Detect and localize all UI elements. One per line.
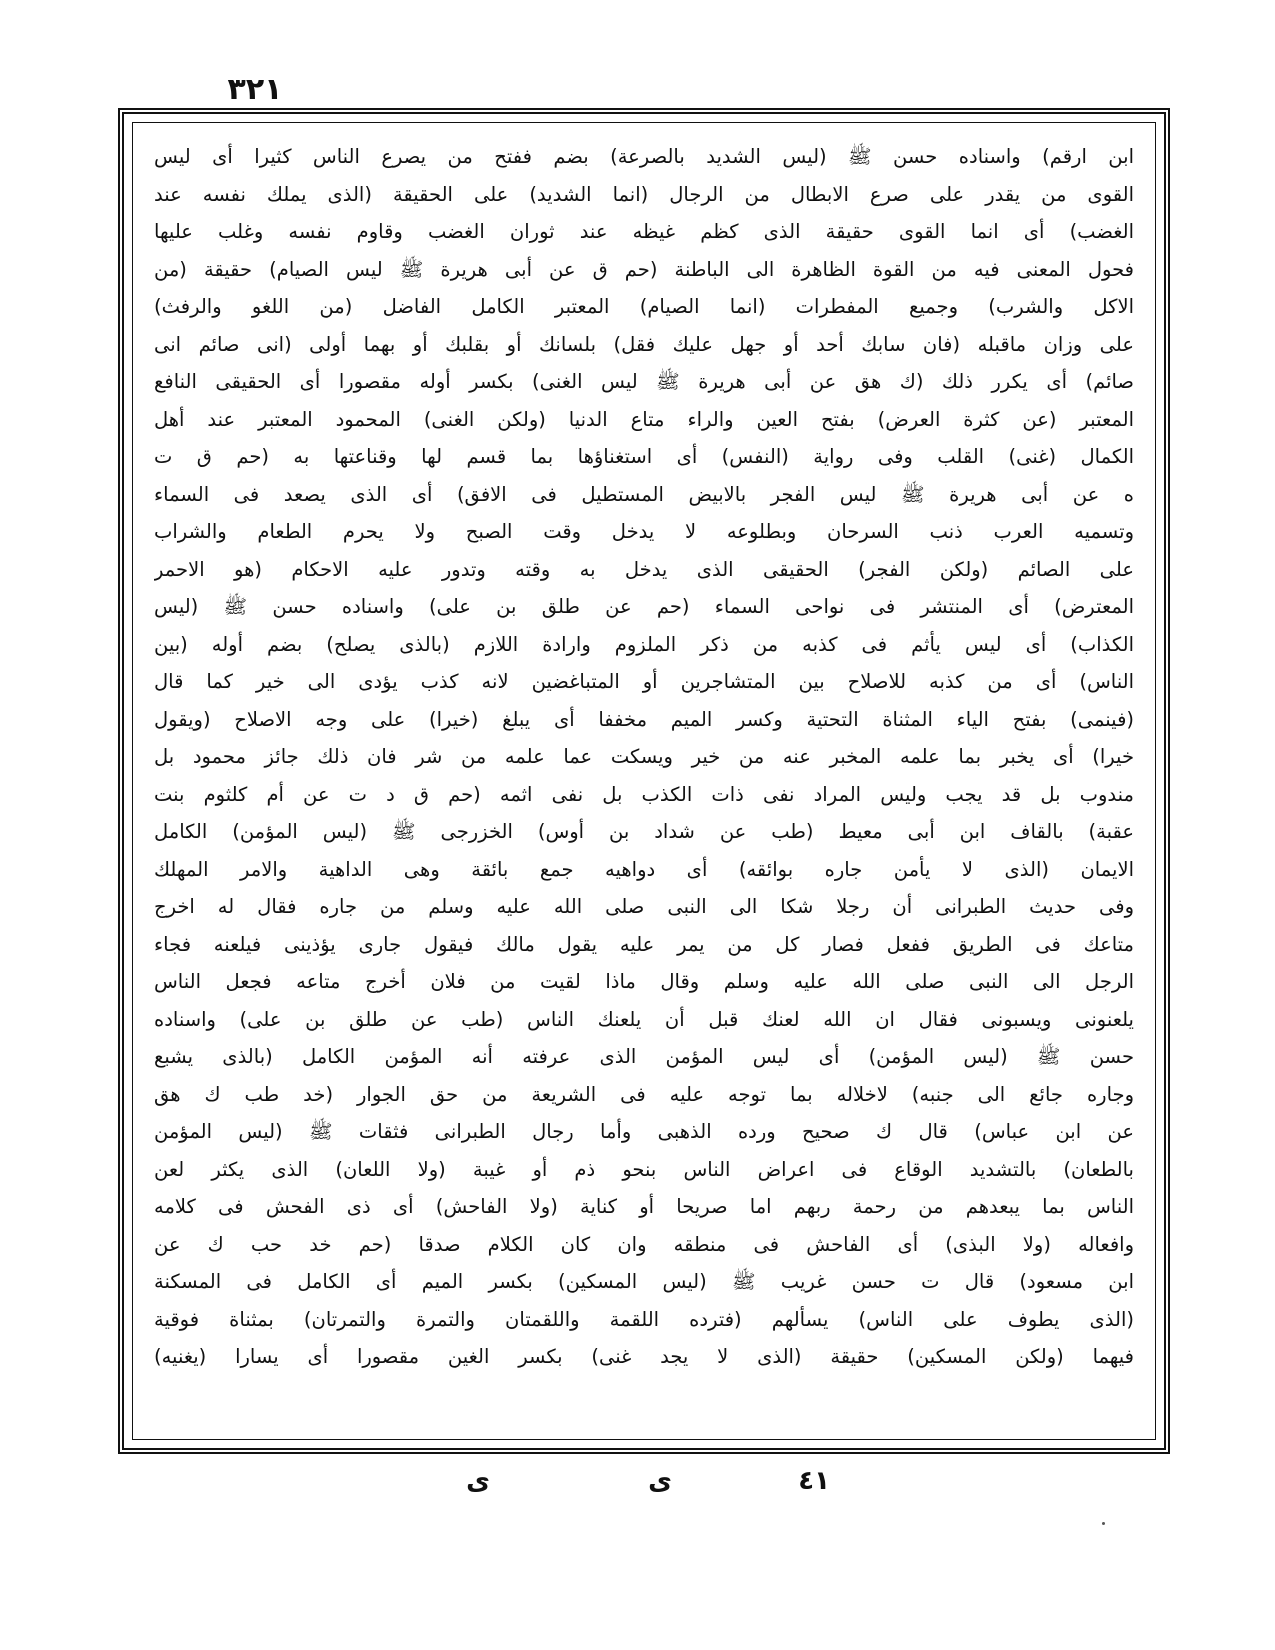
text-line: الناس) أى من كذبه للاصلاح بين المتشاجرين أو المتباغضين لانه كذب يؤدى الى خير كما قال [154, 670, 1134, 693]
text-line: صائم) أى يكرر ذلك (ك هق عن أبى هريرة ﷺ ليس الغنى) بكسر أوله مقصورا أى الحقيقى النافع [154, 370, 1134, 393]
text-line: الكذاب) أى ليس يأثم فى كذبه من ذكر الملزوم وارادة اللازم (بالذى يصلح) بضم أوله (بين [154, 632, 1134, 656]
text-line: عقبة) بالقاف ابن أبى معيط (طب عن شداد بن أوس) الخزرجى ﷺ (ليس المؤمن) الكامل [154, 820, 1134, 843]
text-frame [118, 108, 1170, 1454]
text-line: ابن ارقم) واسناده حسن ﷺ (ليس الشديد بالصرعة) بضم ففتح من يصرع الناس كثيرا أى ليس [154, 145, 1134, 168]
text-line: الغضب) أى انما القوى حقيقة الذى كظم غيظه عند ثوران الغضب وقاوم نفسه وغلب عليها [154, 220, 1134, 243]
text-line: بالطعان) بالتشديد الوقاع فى اعراض الناس بنحو ذم أو غيبة (ولا اللعان) الذى يكثر لعن [154, 1157, 1134, 1181]
text-line: المعتبر (عن كثرة العرض) بفتح العين والراء متاع الدنيا (ولكن الغنى) المحمود المعتبر عند أهل [154, 407, 1134, 431]
text-line: متاعك فى الطريق ففعل فصار كل من يمر عليه يقول مالك فيقول جارى يؤذينى فيلعنه فجاء [154, 932, 1134, 956]
text-line: (فينمى) بفتح الياء المثناة التحتية وكسر الميم مخففا أى يبلغ (خيرا) على وجه الاصلاح (ويقول [154, 707, 1134, 731]
text-line: وافعاله (ولا البذى) أى الفاحش فى منطقه وان كان الكلام صدقا (حم خد حب ك عن [154, 1232, 1134, 1256]
text-line: المعترض) أى المنتشر فى نواحى السماء (حم عن طلق بن على) واسناده حسن ﷺ (ليس [154, 595, 1134, 618]
text-line: خيرا) أى يخبر بما علمه المخبر عنه من خير ويسكت عما علمه من شر فان ذلك جائز محمود بل [154, 745, 1134, 768]
text-line: ه عن أبى هريرة ﷺ ليس الفجر بالابيض المستطيل فى الافق) أى الذى يصعد فى السماء [154, 482, 1134, 506]
text-line: حسن ﷺ (ليس المؤمن) أى ليس المؤمن الذى عرفته أنه المؤمن الكامل (بالذى يشبع [154, 1045, 1134, 1068]
signature-mark-middle: ى [648, 1466, 672, 1496]
text-line: عن ابن عباس) قال ك صحيح ورده الذهبى وأما رجال الطبرانى فثقات ﷺ (ليس المؤمن [154, 1120, 1134, 1143]
text-line: الاكل والشرب) وجميع المفطرات (انما الصيام) المعتبر الكامل الفاضل (من اللغو والرفث) [154, 295, 1134, 318]
text-line: وجاره جائع الى جنبه) لاخلاله بما توجه عليه فى الشريعة من حق الجوار (خد طب ك هق [154, 1082, 1134, 1106]
text-line: الرجل الى النبى صلى الله عليه وسلم وقال ماذا لقيت من فلان أخرج متاعه فجعل الناس [154, 970, 1134, 993]
text-line: يلعنونى ويسبونى فقال ان الله لعنك قبل أن يلعنك الناس (طب عن طلق بن على) واسناده [154, 1007, 1134, 1031]
stray-ink-dot [1102, 1522, 1105, 1525]
text-line: مندوب بل قد يجب وليس المراد نفى ذات الكذب بل نفى اثمه (حم ق د ت عن أم كلثوم بنت [154, 782, 1134, 806]
text-line: وتسميه العرب ذنب السرحان وبطلوعه لا يدخل وقت الصبح ولا يحرم الطعام والشراب [154, 520, 1134, 543]
printer-signature [390, 1466, 910, 1506]
text-line: وفى حديث الطبرانى أن رجلا شكا الى النبى صلى الله عليه وسلم من جاره فقال له اخرج [154, 895, 1134, 918]
text-line: الكمال (غنى) القلب وفى رواية (النفس) أى استغناؤها بما قسم لها وقناعتها به (حم ق ت [154, 445, 1134, 468]
page-number: ٣٢١ [227, 72, 283, 107]
signature-mark-left: ى [466, 1466, 490, 1496]
text-line: (الذى يطوف على الناس) يسألهم (فترده اللقمة واللقمتان والتمرة والتمرتان) بمثناة فوقية [154, 1307, 1134, 1331]
text-line: فيهما (ولكن المسكين) حقيقة (الذى لا يجد غنى) بكسر الغين مقصورا أى يسارا (يغنيه) [154, 1345, 1134, 1368]
text-line: القوى من يقدر على صرع الابطال من الرجال (انما الشديد) على الحقيقة (الذى يملك نفسه عند [154, 182, 1134, 206]
main-text [154, 138, 1134, 1434]
text-line: على وزان ماقبله (فان سابك أحد أو جهل عليك فقل) بلسانك أو بقلبك أو بهما أولى (انى صائم انى [154, 332, 1134, 356]
signature-number: ٤١ [798, 1466, 830, 1496]
text-line: الايمان (الذى لا يأمن جاره بوائقه) أى دواهيه جمع بائقة وهى الداهية والامر المهلك [154, 857, 1134, 881]
text-line: الناس بما يبعدهم من رحمة ربهم اما صريحا أو كناية (ولا الفاحش) أى ذى الفحش فى كلامه [154, 1195, 1134, 1218]
text-line: ابن مسعود) قال ت حسن غريب ﷺ (ليس المسكين) بكسر الميم أى الكامل فى المسكنة [154, 1270, 1134, 1293]
text-line: على الصائم (ولكن الفجر) الحقيقى الذى يدخل به وقته وتدور عليه الاحكام (هو الاحمر [154, 557, 1134, 581]
text-line: فحول المعنى فيه من القوة الظاهرة الى الباطنة (حم ق عن أبى هريرة ﷺ ليس الصيام) حقيقة (من [154, 257, 1134, 281]
